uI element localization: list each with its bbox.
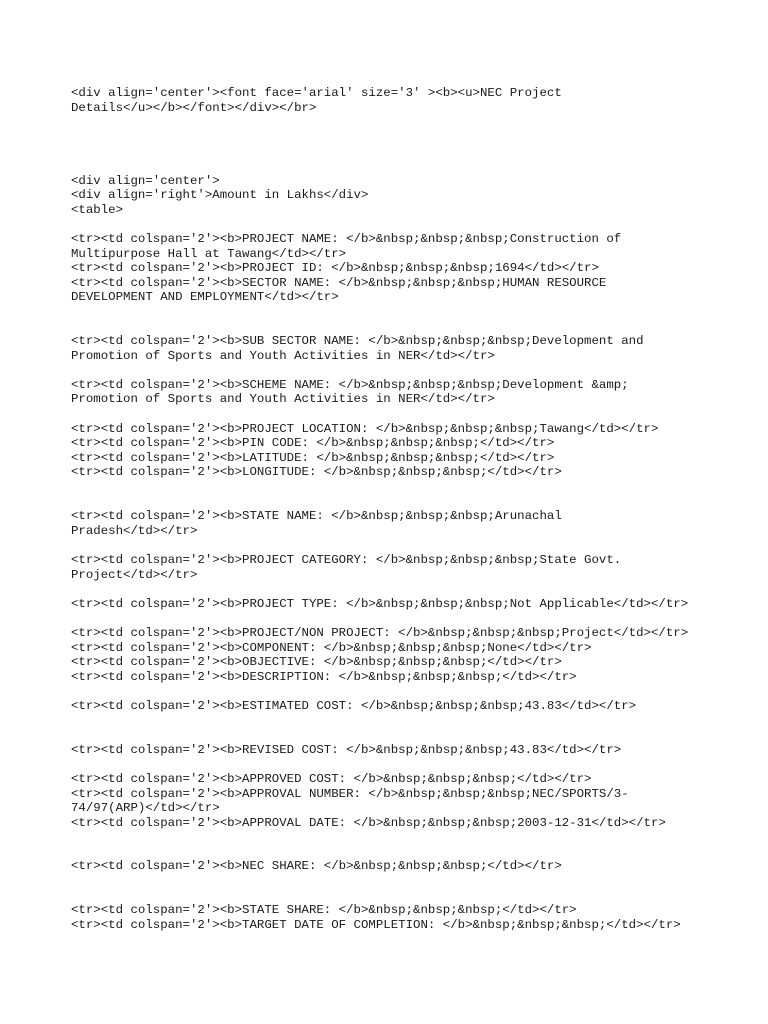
text-line: <tr><td colspan='2'><b>PROJECT CATEGORY: </b>&nbsp;&nbsp;&nbsp;State Govt.	[71, 553, 622, 567]
text-line: <tr><td colspan='2'><b>COMPONENT: </b>&nbsp;&nbsp;&nbsp;None</td></tr>	[71, 640, 592, 655]
text-line: Promotion of Sports and Youth Activities in NER</td></tr>	[71, 348, 495, 363]
text-line: Details</u></b></font></div></br>	[71, 100, 317, 115]
text-line: <tr><td colspan='2'><b>LONGITUDE: </b>&nbsp;&nbsp;&nbsp;</td></tr>	[71, 465, 562, 480]
text-line: <tr><td colspan='2'><b>ESTIMATED COST: </b>&nbsp;&nbsp;&nbsp;43.83</td></tr>	[71, 698, 637, 713]
blank-line	[71, 115, 761, 130]
text-line: <tr><td colspan='2'><b>PROJECT TYPE: </b>&nbsp;&nbsp;&nbsp;Not Applicable</td></tr>	[71, 596, 689, 611]
text-line: <tr><td colspan='2'><b>REVISED COST: </b>&nbsp;&nbsp;&nbsp;43.83</td></tr>	[71, 742, 622, 757]
blank-line	[71, 611, 761, 626]
text-line: <tr><td colspan='2'><b>SUB SECTOR NAME: </b>&nbsp;&nbsp;&nbsp;Development and	[71, 334, 644, 349]
text-line: <div align='right'>Amount in Lakhs</div>	[71, 188, 369, 203]
text-line: <tr><td colspan='2'><b>NEC SHARE: </b>&nbsp;&nbsp;&nbsp;</td></tr>	[71, 859, 562, 874]
text-line: 74/97(ARP)</td></tr>	[71, 801, 220, 816]
blank-line	[71, 684, 761, 699]
text-line: <tr><td colspan='2'><b>SECTOR NAME: </b>&nbsp;&nbsp;&nbsp;HUMAN RESOURCE	[71, 275, 607, 290]
text-line: <table>	[71, 202, 124, 217]
blank-line	[71, 144, 761, 159]
blank-line	[71, 407, 761, 422]
blank-line	[71, 159, 761, 174]
blank-line	[71, 728, 761, 743]
blank-line	[71, 845, 761, 860]
text-line: <tr><td colspan='2'><b>PROJECT ID: </b>&nbsp;&nbsp;&nbsp;1694</td></tr>	[71, 261, 599, 276]
text-line: DEVELOPMENT AND EMPLOYMENT</td></tr>	[71, 290, 339, 305]
text-line: <div align='center'><font face='arial' size='3' ><b><u>NEC Project	[71, 86, 562, 100]
blank-line	[71, 480, 761, 495]
text-line: <tr><td colspan='2'><b>APPROVAL NUMBER: </b>&nbsp;&nbsp;&nbsp;NEC/SPORTS/3-	[71, 786, 629, 801]
blank-line	[71, 495, 761, 510]
text-line: <tr><td colspan='2'><b>LATITUDE: </b>&nbsp;&nbsp;&nbsp;</td></tr>	[71, 450, 555, 465]
text-line: Promotion of Sports and Youth Activities in NER</td></tr>	[71, 392, 495, 407]
blank-line	[71, 757, 761, 772]
text-line: <tr><td colspan='2'><b>DESCRIPTION: </b>&nbsp;&nbsp;&nbsp;</td></tr>	[71, 669, 577, 684]
text-line: <tr><td colspan='2'><b>SCHEME NAME: </b>&nbsp;&nbsp;&nbsp;Development &amp;	[71, 377, 629, 392]
blank-line	[71, 830, 761, 845]
blank-line	[71, 538, 761, 553]
blank-line	[71, 305, 761, 320]
blank-line	[71, 130, 761, 145]
text-line: Project</td></tr>	[71, 567, 198, 582]
blank-line	[71, 889, 761, 904]
text-line: <tr><td colspan='2'><b>PROJECT LOCATION: </b>&nbsp;&nbsp;&nbsp;Tawang</td></tr>	[71, 421, 659, 436]
text-line: <tr><td colspan='2'><b>PROJECT NAME: </b>&nbsp;&nbsp;&nbsp;Construction of	[71, 231, 622, 246]
text-line: <tr><td colspan='2'><b>OBJECTIVE: </b>&nbsp;&nbsp;&nbsp;</td></tr>	[71, 655, 562, 670]
text-line: <tr><td colspan='2'><b>STATE SHARE: </b>&nbsp;&nbsp;&nbsp;</td></tr>	[71, 903, 577, 918]
text-line: <tr><td colspan='2'><b>APPROVAL DATE: </b>&nbsp;&nbsp;&nbsp;2003-12-31</td></tr>	[71, 815, 666, 830]
blank-line	[71, 582, 761, 597]
text-line: <tr><td colspan='2'><b>STATE NAME: </b>&nbsp;&nbsp;&nbsp;Arunachal	[71, 509, 562, 524]
text-line: Multipurpose Hall at Tawang</td></tr>	[71, 246, 347, 261]
blank-line	[71, 363, 761, 378]
blank-line	[71, 320, 761, 335]
blank-line	[71, 217, 761, 232]
text-line: <tr><td colspan='2'><b>PROJECT/NON PROJECT: </b>&nbsp;&nbsp;&nbsp;Project</td></tr>	[71, 625, 689, 640]
text-line: <tr><td colspan='2'><b>PIN CODE: </b>&nbsp;&nbsp;&nbsp;</td></tr>	[71, 436, 555, 451]
blank-line	[71, 874, 761, 889]
text-line: <tr><td colspan='2'><b>TARGET DATE OF COMPLETION: </b>&nbsp;&nbsp;&nbsp;</td></tr>	[71, 917, 681, 932]
text-line: <tr><td colspan='2'><b>APPROVED COST: </b>&nbsp;&nbsp;&nbsp;</td></tr>	[71, 771, 592, 786]
blank-line	[71, 714, 761, 729]
document-body	[71, 86, 761, 932]
text-line: <div align='center'>	[71, 173, 220, 188]
text-line: Pradesh</td></tr>	[71, 523, 198, 538]
